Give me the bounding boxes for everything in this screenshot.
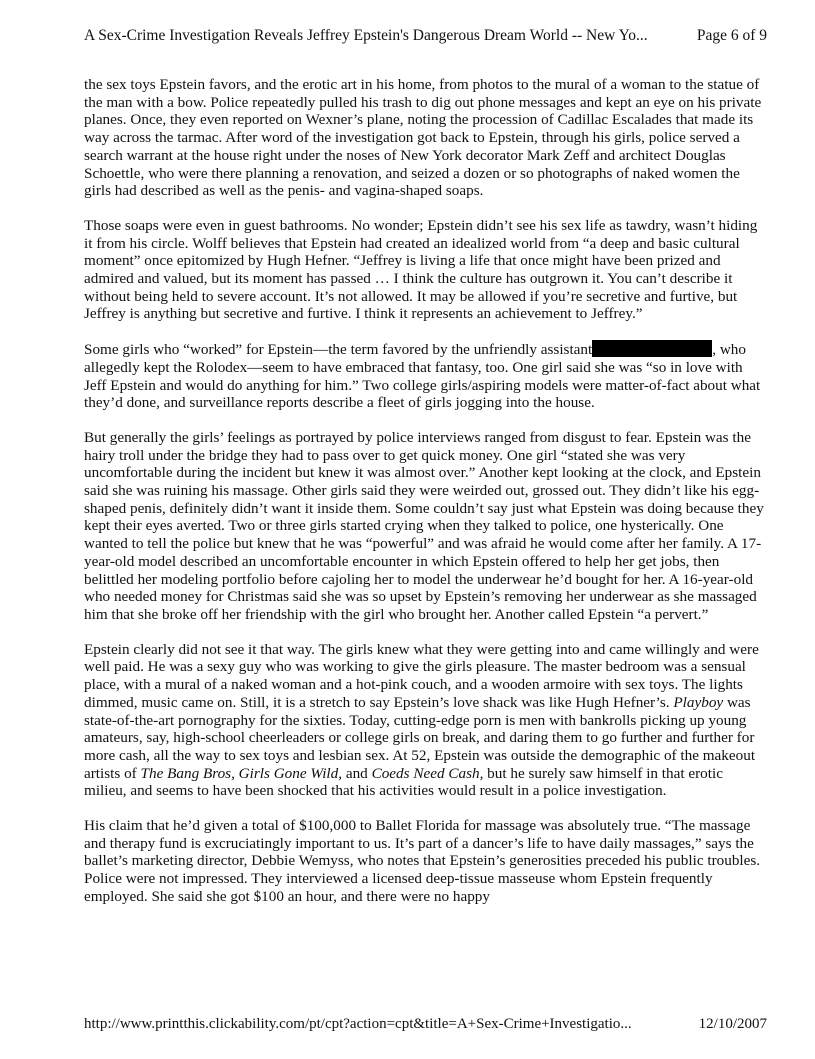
page-footer [84,1016,767,1033]
footer-url: http://www.printthis.clickability.com/pt/cpt?action=cpt&title=A+Sex-Crime+Investigatio... [84,1016,632,1032]
paragraph-3-part-a: Some girls who “worked” for Epstein—the term favored by the unfriendly assistant [84,341,593,359]
page-header [84,27,767,45]
paragraph-5-and: and [345,764,368,782]
coeds-title: Coeds Need Cash, [371,764,484,782]
article-body [84,76,764,923]
paragraph-3-part-b: , who allegedly kept the Rolodex—seem to have embraced that fantasy, too. One girl said she was “so in love with Jeff Epstein and would do anything for him.” Two college girls/aspiring models were matter-of-fact about what they’d done, and surveillance reports describe a fleet of girls jogging into the house. [84,341,761,412]
paragraph-5-part-a: Epstein clearly did not see it that way. The girls knew what they were getting into and came willingly and were well paid. He was a sexy guy who was working to give the girls pleasure. The master bedroom was a sensual place, with a mural of a naked woman and a hot-pink couch, and a wooden armoire with sex toys. The lights dimmed, music came on. Still, it is a stretch to say Epstein’s love shack was like Hugh Hefner’s. [84,640,759,711]
paragraph-6: His claim that he’d given a total of $100,000 to Ballet Florida for massage was absolutely true. “The massage and therapy fund is excruciatingly important to us. It’s part of a dancer’s life to have daily massages,” says the ballet’s marketing director, Debbie Wemyss, who notes that Epstein’s generosities preceded his public troubles. Police were not impressed. They interviewed a licensed deep-tissue masseuse whom Epstein frequently employed. She said she got $100 an hour, and there were no happy [84,817,761,905]
playboy-title: Playboy [673,693,724,711]
paragraph-2: Those soaps were even in guest bathrooms. No wonder; Epstein didn’t see his sex life as tawdry, wasn’t hiding it from his circle. Wolff believes that Epstein had created an idealized world from “a deep and basic cultural moment” once epitomized by Hugh Hefner. “Jeffrey is living a life that once might have been prized and admired and valued, but its moment has passed … I think the culture has outgrown it. You can’t describe it without being held to severe account. It’s not allowed. It may be allowed if you’re secretive and furtive, but Jeffrey is anything but secretive and furtive. I think it represents an achievement to Jeffrey.” [84,216,758,323]
footer-date: 12/10/2007 [698,1016,767,1032]
redaction-box [592,340,712,357]
paragraph-1: the sex toys Epstein favors, and the erotic art in his home, from photos to the mural of a woman to the statue of the man with a bow. Police repeatedly pulled his trash to dig out phone messages and kept an eye on his private planes. Once, they even reported on Wexner’s plane, noting the procession of Cadillac Escalades that made its way across the tarmac. After word of the investigation got back to Epstein, through his girls, police served a search warrant at the house right under the noses of New York decorator Mark Zeff and architect Douglas Schoettle, who were there planning a renovation, and seized a dozen or so photographs of naked women the girls had described as well as the penis- and vagina-shaped soaps. [84,76,762,200]
paragraph-5-part-c: but he surely saw himself in that erotic milieu, and seems to have been shocked that his activities would result in a police investigation. [84,764,723,800]
header-title: A Sex-Crime Investigation Reveals Jeffrey Epstein's Dangerous Dream World -- New Yo... [84,27,648,44]
paragraph-4: But generally the girls’ feelings as portrayed by police interviews ranged from disgust to fear. Epstein was the hairy troll under the bridge they had to pass over to get quick money. One girl “stated she was very uncomfortable during the incident but knew it was almost over.” Another kept looking at the clock, and Epstein said she was ruining his massage. Other girls said they were weirded out, grossed out. They didn’t like his egg-shaped penis, definitely didn’t want it inside them. Some couldn’t say just what Epstein was doing because they kept their eyes averted. Two or three girls started crying when they talked to police, one hysterically. One wanted to tell the police but knew that he was “powerful” and was afraid he would come after her family. A 17-year-old model described an uncomfortable encounter in which Epstein offered to help her get jobs, then belittled her modeling portfolio before cajoling her to model the underwear he’d bought for her. A 16-year-old who needed money for Christmas said she was so upset by Epstein’s removing her underwear as she massaged him that she broke off her friendship with the girl who brought her. Another called Epstein “a pervert.” [84,428,764,623]
bang-bros-title: The Bang Bros, Girls Gone Wild, [140,764,343,782]
header-page-number: Page 6 of 9 [696,27,767,44]
paragraph-5 [84,641,764,800]
paragraph-5-part-b: was state-of-the-art pornography for the sixties. Today, cutting-edge porn is men with bankrolls picking up young amateurs, say, high-school cheerleaders or college girls on break, and daring them to go further and further for more cash, all the way to sex toys and lesbian sex. At 52, Epstein was outside the demographic of the makeout artists of [84,693,756,782]
paragraph-3 [84,340,764,412]
